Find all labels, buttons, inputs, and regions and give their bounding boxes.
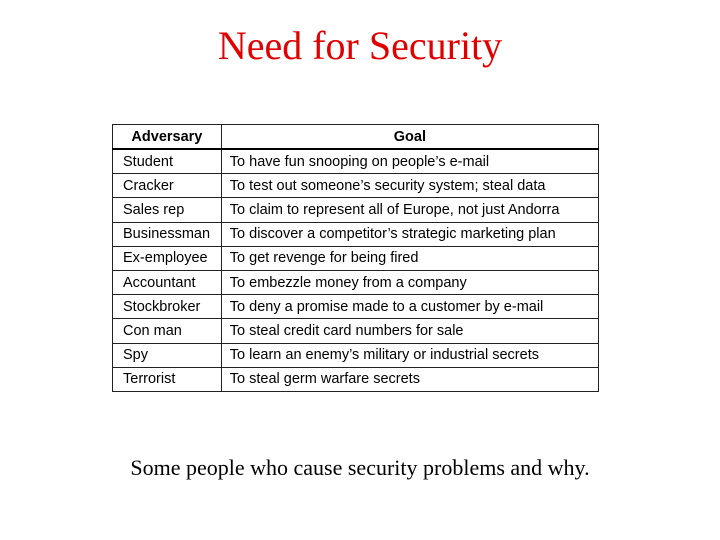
slide-title: Need for Security (217, 23, 503, 68)
table-row (113, 295, 599, 319)
table-row (113, 319, 599, 343)
adversary-cell: Ex-employee (113, 246, 222, 270)
goal-cell: To steal credit card numbers for sale (221, 319, 598, 343)
adversary-cell: Cracker (113, 174, 222, 198)
table-row (113, 270, 599, 294)
goal-cell: To have fun snooping on people’s e-mail (221, 149, 598, 174)
adversary-cell: Student (113, 149, 222, 174)
table-row (113, 343, 599, 367)
table-header-row (113, 125, 599, 150)
goal-cell: To learn an enemy’s military or industrial secrets (221, 343, 598, 367)
adversary-cell: Accountant (113, 270, 222, 294)
adversary-cell: Con man (113, 319, 222, 343)
column-header-goal: Goal (221, 125, 598, 150)
goal-cell: To discover a competitor’s strategic marketing plan (221, 222, 598, 246)
adversary-cell: Businessman (113, 222, 222, 246)
table-row (113, 222, 599, 246)
goal-cell: To embezzle money from a company (221, 270, 598, 294)
adversary-cell: Terrorist (113, 367, 222, 391)
table-row (113, 149, 599, 174)
adversary-cell: Sales rep (113, 198, 222, 222)
column-header-adversary: Adversary (113, 125, 222, 150)
goal-cell: To claim to represent all of Europe, not just Andorra (221, 198, 598, 222)
table-row (113, 174, 599, 198)
adversary-cell: Stockbroker (113, 295, 222, 319)
table-row (113, 198, 599, 222)
adversary-goal-table (112, 124, 599, 392)
adversary-cell: Spy (113, 343, 222, 367)
table-row (113, 367, 599, 391)
table-row (113, 246, 599, 270)
goal-cell: To steal germ warfare secrets (221, 367, 598, 391)
table-caption: Some people who cause security problems and why. (130, 455, 590, 480)
goal-cell: To test out someone’s security system; steal data (221, 174, 598, 198)
goal-cell: To deny a promise made to a customer by e-mail (221, 295, 598, 319)
adversary-table-container (112, 124, 599, 392)
goal-cell: To get revenge for being fired (221, 246, 598, 270)
